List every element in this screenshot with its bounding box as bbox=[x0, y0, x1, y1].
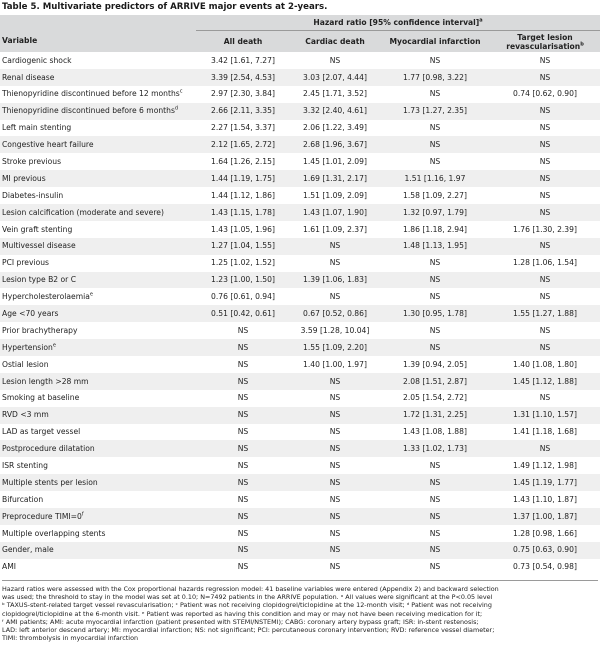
cell-tlr: NS bbox=[490, 339, 600, 356]
cell-variable: Multiple stents per lesion bbox=[0, 474, 196, 491]
cell-all-death: 0.51 [0.42, 0.61] bbox=[196, 305, 290, 322]
cell-tlr: 1.55 [1.27, 1.88] bbox=[490, 305, 600, 322]
cell-cardiac-death: 1.55 [1.09, 2.20] bbox=[290, 339, 380, 356]
cell-all-death: 2.66 [2.11, 3.35] bbox=[196, 103, 290, 120]
cell-all-death: 3.42 [1.61, 7.27] bbox=[196, 52, 290, 69]
table-body bbox=[0, 52, 600, 576]
cell-myocardial-infarction: NS bbox=[380, 525, 490, 542]
header-blank bbox=[0, 15, 196, 31]
table-row bbox=[0, 238, 600, 255]
cell-all-death: 3.39 [2.54, 4.53] bbox=[196, 69, 290, 86]
table-row bbox=[0, 356, 600, 373]
table-row bbox=[0, 86, 600, 103]
cell-myocardial-infarction: 1.33 [1.02, 1.73] bbox=[380, 440, 490, 457]
cell-tlr: NS bbox=[490, 187, 600, 204]
table-row bbox=[0, 390, 600, 407]
cell-variable: PCI previous bbox=[0, 255, 196, 272]
header-variable: Variable bbox=[0, 31, 196, 53]
cell-myocardial-infarction: NS bbox=[380, 322, 490, 339]
cell-myocardial-infarction: 1.77 [0.98, 3.22] bbox=[380, 69, 490, 86]
cell-variable: Thienopyridine discontinued before 6 months$^d$ bbox=[0, 103, 196, 120]
cell-myocardial-infarction: NS bbox=[380, 474, 490, 491]
table-row bbox=[0, 559, 600, 576]
table-row bbox=[0, 153, 600, 170]
cell-tlr: 1.45 [1.19, 1.77] bbox=[490, 474, 600, 491]
cell-all-death: NS bbox=[196, 525, 290, 542]
cell-tlr: 1.28 [0.98, 1.66] bbox=[490, 525, 600, 542]
cell-cardiac-death: 2.45 [1.71, 3.52] bbox=[290, 86, 380, 103]
table-row bbox=[0, 255, 600, 272]
table-row bbox=[0, 170, 600, 187]
cell-myocardial-infarction: NS bbox=[380, 542, 490, 559]
footnote-line: LAD: left anterior descend artery; MI: myocardial infarction; NS: not significant; PCI: percutaneous coronary intervention; RVD: reference vessel diameter; bbox=[2, 626, 495, 635]
cell-variable: Postprocedure dilatation bbox=[0, 440, 196, 457]
cell-all-death: 1.64 [1.26, 2.15] bbox=[196, 153, 290, 170]
cell-cardiac-death: 1.69 [1.31, 2.17] bbox=[290, 170, 380, 187]
footnote-line: ᵇ TAXUS-stent-related target vessel revascularisation; ᶜ Patient was not receiving clopidogrel/ticlopidine at the 12-month visit; ᵈ Patient was not receiving bbox=[2, 601, 492, 610]
cell-myocardial-infarction: 1.73 [1.27, 2.35] bbox=[380, 103, 490, 120]
cell-all-death: NS bbox=[196, 322, 290, 339]
table-row bbox=[0, 288, 600, 305]
cell-cardiac-death: 1.61 [1.09, 2.37] bbox=[290, 221, 380, 238]
cell-tlr: NS bbox=[490, 52, 600, 69]
cell-variable: Lesion length >28 mm bbox=[0, 373, 196, 390]
table-row bbox=[0, 69, 600, 86]
cell-cardiac-death: 1.43 [1.07, 1.90] bbox=[290, 204, 380, 221]
cell-myocardial-infarction: NS bbox=[380, 86, 490, 103]
cell-all-death: 2.27 [1.54, 3.37] bbox=[196, 120, 290, 137]
cell-variable: Gender, male bbox=[0, 542, 196, 559]
cell-myocardial-infarction: 1.30 [0.95, 1.78] bbox=[380, 305, 490, 322]
cell-cardiac-death: 3.03 [2.07, 4.44] bbox=[290, 69, 380, 86]
table-row bbox=[0, 221, 600, 238]
table-row bbox=[0, 120, 600, 137]
cell-tlr: NS bbox=[490, 322, 600, 339]
cell-cardiac-death: NS bbox=[290, 457, 380, 474]
cell-all-death: 1.44 [1.12, 1.86] bbox=[196, 187, 290, 204]
cell-all-death: NS bbox=[196, 390, 290, 407]
cell-tlr: 1.41 [1.18, 1.68] bbox=[490, 424, 600, 441]
cell-myocardial-infarction: NS bbox=[380, 120, 490, 137]
cell-all-death: NS bbox=[196, 424, 290, 441]
table-row bbox=[0, 474, 600, 491]
cell-all-death: 1.27 [1.04, 1.55] bbox=[196, 238, 290, 255]
cell-myocardial-infarction: NS bbox=[380, 491, 490, 508]
table-row bbox=[0, 491, 600, 508]
header-all-death: All death bbox=[196, 31, 290, 53]
cell-myocardial-infarction: NS bbox=[380, 559, 490, 576]
header-cardiac-death: Cardiac death bbox=[290, 31, 380, 53]
cell-all-death: 1.43 [1.05, 1.96] bbox=[196, 221, 290, 238]
cell-variable: Lesion type B2 or C bbox=[0, 272, 196, 289]
cell-cardiac-death: NS bbox=[290, 373, 380, 390]
footnote-line: clopidogrel/ticlopidine at the 6-month visit. ᵉ Patient was reported as having this condition and may or may not have been receiving medication for it; bbox=[2, 609, 483, 618]
cell-variable: Bifurcation bbox=[0, 491, 196, 508]
cell-myocardial-infarction: NS bbox=[380, 457, 490, 474]
cell-myocardial-infarction: 1.43 [1.08, 1.88] bbox=[380, 424, 490, 441]
cell-cardiac-death: 1.51 [1.09, 2.09] bbox=[290, 187, 380, 204]
cell-cardiac-death: 1.45 [1.01, 2.09] bbox=[290, 153, 380, 170]
cell-myocardial-infarction: NS bbox=[380, 136, 490, 153]
cell-variable: Renal disease bbox=[0, 69, 196, 86]
table-row bbox=[0, 103, 600, 120]
cell-variable: Congestive heart failure bbox=[0, 136, 196, 153]
cell-myocardial-infarction: 2.08 [1.51, 2.87] bbox=[380, 373, 490, 390]
cell-all-death: NS bbox=[196, 356, 290, 373]
cell-variable: Diabetes-insulin bbox=[0, 187, 196, 204]
footnote-line: TIMI: thrombolysis in myocardial infarction bbox=[2, 634, 139, 643]
cell-all-death: NS bbox=[196, 440, 290, 457]
table-row bbox=[0, 508, 600, 525]
cell-variable: RVD <3 mm bbox=[0, 407, 196, 424]
cell-cardiac-death: 2.06 [1.22, 3.49] bbox=[290, 120, 380, 137]
cell-cardiac-death: NS bbox=[290, 255, 380, 272]
table-row bbox=[0, 136, 600, 153]
cell-tlr: NS bbox=[490, 69, 600, 86]
table-footnote bbox=[2, 580, 598, 642]
cell-all-death: 1.23 [1.00, 1.50] bbox=[196, 272, 290, 289]
cell-tlr: 1.31 [1.10, 1.57] bbox=[490, 407, 600, 424]
cell-all-death: NS bbox=[196, 373, 290, 390]
cell-variable: Multiple overlapping stents bbox=[0, 525, 196, 542]
cell-tlr: 1.76 [1.30, 2.39] bbox=[490, 221, 600, 238]
cell-all-death: NS bbox=[196, 474, 290, 491]
cell-all-death: 1.25 [1.02, 1.52] bbox=[196, 255, 290, 272]
cell-myocardial-infarction: 1.58 [1.09, 2.27] bbox=[380, 187, 490, 204]
cell-variable: MI previous bbox=[0, 170, 196, 187]
cell-cardiac-death: NS bbox=[290, 559, 380, 576]
predictors-table bbox=[0, 15, 600, 576]
cell-tlr: NS bbox=[490, 272, 600, 289]
table-row bbox=[0, 339, 600, 356]
cell-myocardial-infarction: NS bbox=[380, 508, 490, 525]
table-row bbox=[0, 424, 600, 441]
table-row bbox=[0, 407, 600, 424]
cell-all-death: NS bbox=[196, 457, 290, 474]
cell-variable: Hypertension$^e$ bbox=[0, 339, 196, 356]
table-row bbox=[0, 322, 600, 339]
cell-variable: Age <70 years bbox=[0, 305, 196, 322]
cell-cardiac-death: NS bbox=[290, 474, 380, 491]
cell-cardiac-death: 2.68 [1.96, 3.67] bbox=[290, 136, 380, 153]
cell-myocardial-infarction: 1.72 [1.31, 2.25] bbox=[380, 407, 490, 424]
cell-tlr: NS bbox=[490, 288, 600, 305]
footnote-line: ᶠ AMI patients; AMI: acute myocardial infarction (patient presented with STEMI/NSTEMI); CABG: coronary artery bypass graft; ISR: in-stent restenosis; bbox=[2, 617, 479, 626]
cell-myocardial-infarction: 1.39 [0.94, 2.05] bbox=[380, 356, 490, 373]
cell-tlr: 1.37 [1.00, 1.87] bbox=[490, 508, 600, 525]
cell-variable: LAD as target vessel bbox=[0, 424, 196, 441]
cell-variable: Thienopyridine discontinued before 12 months$^c$ bbox=[0, 86, 196, 103]
cell-myocardial-infarction: 1.32 [0.97, 1.79] bbox=[380, 204, 490, 221]
cell-all-death: NS bbox=[196, 542, 290, 559]
header-tlr: Target lesion revascularisation$^b$ bbox=[490, 31, 600, 53]
cell-variable: Lesion calcification (moderate and severe) bbox=[0, 204, 196, 221]
table-row bbox=[0, 373, 600, 390]
cell-tlr: NS bbox=[490, 204, 600, 221]
cell-variable: Hypercholesterolaemia$^e$ bbox=[0, 288, 196, 305]
cell-myocardial-infarction: NS bbox=[380, 339, 490, 356]
cell-all-death: 1.43 [1.15, 1.78] bbox=[196, 204, 290, 221]
cell-tlr: NS bbox=[490, 153, 600, 170]
cell-tlr: 0.75 [0.63, 0.90] bbox=[490, 542, 600, 559]
cell-all-death: 0.76 [0.61, 0.94] bbox=[196, 288, 290, 305]
cell-myocardial-infarction: NS bbox=[380, 153, 490, 170]
table-title: Table 5. Multivariate predictors of ARRIVE major events at 2-years. bbox=[2, 2, 328, 12]
cell-cardiac-death: 3.32 [2.40, 4.61] bbox=[290, 103, 380, 120]
cell-variable: Stroke previous bbox=[0, 153, 196, 170]
cell-cardiac-death: NS bbox=[290, 52, 380, 69]
cell-variable: AMI bbox=[0, 559, 196, 576]
cell-tlr: 1.45 [1.12, 1.88] bbox=[490, 373, 600, 390]
cell-myocardial-infarction: 2.05 [1.54, 2.72] bbox=[380, 390, 490, 407]
cell-all-death: 2.97 [2.30, 3.84] bbox=[196, 86, 290, 103]
cell-variable: ISR stenting bbox=[0, 457, 196, 474]
cell-variable: Multivessel disease bbox=[0, 238, 196, 255]
table-row bbox=[0, 457, 600, 474]
footnote-line: Hazard ratios were assessed with the Cox proportional hazards regression model: 41 baseline variables were entered (Appendix 2) and backward selection bbox=[2, 585, 499, 593]
table-row bbox=[0, 440, 600, 457]
cell-cardiac-death: NS bbox=[290, 542, 380, 559]
header-row-columns bbox=[0, 31, 600, 53]
cell-variable: Ostial lesion bbox=[0, 356, 196, 373]
cell-variable: Cardiogenic shock bbox=[0, 52, 196, 69]
table-row bbox=[0, 525, 600, 542]
cell-tlr: NS bbox=[490, 238, 600, 255]
cell-tlr: 1.40 [1.08, 1.80] bbox=[490, 356, 600, 373]
cell-all-death: NS bbox=[196, 559, 290, 576]
header-row-group bbox=[0, 15, 600, 31]
cell-tlr: NS bbox=[490, 120, 600, 137]
cell-cardiac-death: NS bbox=[290, 508, 380, 525]
cell-all-death: 1.44 [1.19, 1.75] bbox=[196, 170, 290, 187]
cell-myocardial-infarction: NS bbox=[380, 272, 490, 289]
cell-cardiac-death: 1.40 [1.00, 1.97] bbox=[290, 356, 380, 373]
cell-myocardial-infarction: NS bbox=[380, 255, 490, 272]
cell-tlr: NS bbox=[490, 440, 600, 457]
cell-variable: Prior brachytherapy bbox=[0, 322, 196, 339]
cell-myocardial-infarction: NS bbox=[380, 52, 490, 69]
cell-variable: Vein graft stenting bbox=[0, 221, 196, 238]
cell-cardiac-death: NS bbox=[290, 491, 380, 508]
cell-all-death: 2.12 [1.65, 2.72] bbox=[196, 136, 290, 153]
cell-tlr: 1.49 [1.12, 1.98] bbox=[490, 457, 600, 474]
footnote-line: was used; the threshold to stay in the model was set at 0.10; N=7492 patients in the ARRIVE population. ᵃ All values were significant at the P<0.05 level bbox=[2, 593, 493, 602]
cell-cardiac-death: NS bbox=[290, 288, 380, 305]
cell-all-death: NS bbox=[196, 508, 290, 525]
cell-myocardial-infarction: 1.48 [1.13, 1.95] bbox=[380, 238, 490, 255]
cell-cardiac-death: 0.67 [0.52, 0.86] bbox=[290, 305, 380, 322]
cell-all-death: NS bbox=[196, 407, 290, 424]
cell-tlr: NS bbox=[490, 170, 600, 187]
cell-cardiac-death: 3.59 [1.28, 10.04] bbox=[290, 322, 380, 339]
cell-tlr: 0.73 [0.54, 0.98] bbox=[490, 559, 600, 576]
cell-myocardial-infarction: NS bbox=[380, 288, 490, 305]
cell-tlr: 1.43 [1.10, 1.87] bbox=[490, 491, 600, 508]
cell-all-death: NS bbox=[196, 491, 290, 508]
cell-cardiac-death: 1.39 [1.06, 1.83] bbox=[290, 272, 380, 289]
table-row bbox=[0, 272, 600, 289]
cell-variable: Preprocedure $TIMI=0^f$ bbox=[0, 508, 196, 525]
cell-myocardial-infarction: 1.86 [1.18, 2.94] bbox=[380, 221, 490, 238]
cell-tlr: NS bbox=[490, 136, 600, 153]
header-group-label: Hazard ratio [95% confidence interval]$^a$ bbox=[196, 15, 600, 31]
cell-cardiac-death: NS bbox=[290, 407, 380, 424]
table-row bbox=[0, 187, 600, 204]
cell-cardiac-death: NS bbox=[290, 440, 380, 457]
cell-tlr: 0.74 [0.62, 0.90] bbox=[490, 86, 600, 103]
table-row bbox=[0, 305, 600, 322]
cell-tlr: 1.28 [1.06, 1.54] bbox=[490, 255, 600, 272]
cell-cardiac-death: NS bbox=[290, 525, 380, 542]
table-row bbox=[0, 204, 600, 221]
cell-all-death: NS bbox=[196, 339, 290, 356]
table-row bbox=[0, 52, 600, 69]
cell-tlr: NS bbox=[490, 103, 600, 120]
cell-tlr: NS bbox=[490, 390, 600, 407]
cell-variable: Left main stenting bbox=[0, 120, 196, 137]
header-myocardial-infarction: Myocardial infarction bbox=[380, 31, 490, 53]
table-row bbox=[0, 542, 600, 559]
cell-myocardial-infarction: 1.51 [1.16, 1.97 bbox=[380, 170, 490, 187]
cell-cardiac-death: NS bbox=[290, 424, 380, 441]
cell-cardiac-death: NS bbox=[290, 238, 380, 255]
cell-cardiac-death: NS bbox=[290, 390, 380, 407]
cell-variable: Smoking at baseline bbox=[0, 390, 196, 407]
